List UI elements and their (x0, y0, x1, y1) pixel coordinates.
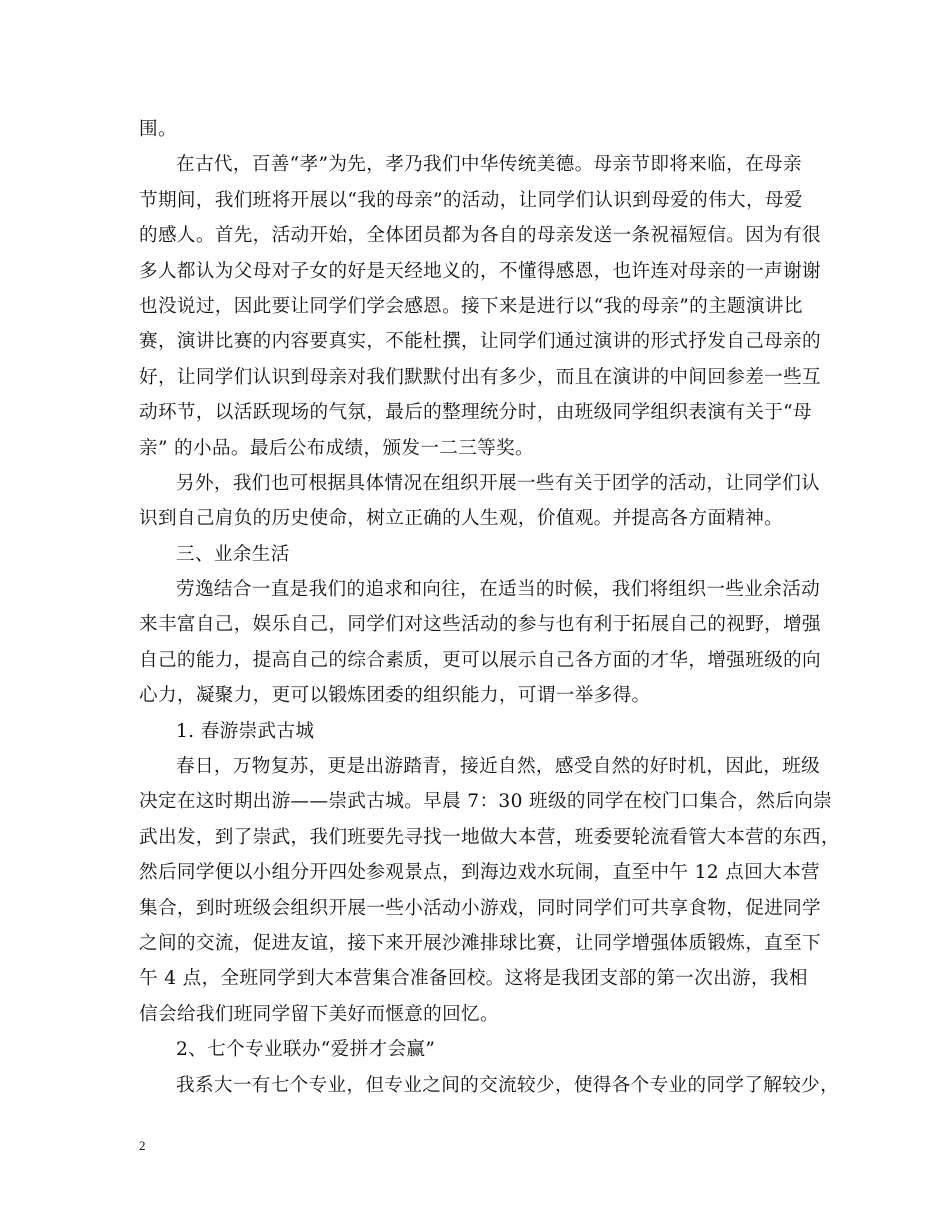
text-line: 赛，演讲比赛的内容要真实，不能杜撰，让同学们通过演讲的形式抒发自己母亲的 (139, 331, 821, 353)
text-line: 另外，我们也可根据具体情况在组织开展一些有关于团学的活动，让同学们认 (176, 472, 821, 494)
text-line: 好，让同学们认识到母亲对我们默默付出有多少，而且在演讲的中间回参差一些互 (139, 366, 821, 388)
text-line: 我系大一有七个专业，但专业之间的交流较少，使得各个专业的同学了解较少， (176, 1074, 840, 1096)
text-line: 亲” 的小品。最后公布成绩，颁发一二三等奖。 (139, 437, 534, 459)
text-line: 武出发，到了崇武，我们班要先寻找一地做大本营，班委要轮流看管大本营的东西， (139, 826, 840, 848)
text-line: 集合，到时班级会组织开展一些小活动小游戏，同时同学们可共享食物，促进同学 (139, 897, 821, 919)
text-line: 自己的能力，提高自己的综合素质，更可以展示自己各方面的才华，增强班级的向 (139, 649, 821, 671)
text-line: 在古代，百善“孝”为先，孝乃我们中华传统美德。母亲节即将来临，在母亲 (176, 154, 802, 176)
text-line: 动环节，以活跃现场的气氛，最后的整理统分时，由班级同学组织表演有关于“母 (139, 402, 812, 424)
text-line: 三、业余生活 (176, 543, 290, 565)
text-line: 2、七个专业联办“爱拼才会赢” (176, 1039, 436, 1061)
text-line: 决定在这时期出游——崇武古城。早晨 7：30 班级的同学在校门口集合，然后向崇 (139, 791, 833, 813)
text-line: 春日，万物复苏，更是出游踏青，接近自然，感受自然的好时机，因此，班级 (176, 756, 821, 778)
text-line: 来丰富自己，娱乐自己，同学们对这些活动的参与也有利于拓展自己的视野，增强 (139, 614, 821, 636)
text-line: 1. 春游崇武古城 (176, 720, 315, 742)
text-line: 围。 (139, 119, 177, 140)
text-line: 劳逸结合一直是我们的追求和向往，在适当的时候，我们将组织一些业余活动 (176, 579, 821, 601)
document-body (139, 112, 840, 1103)
text-line: 之间的交流，促进友谊，接下来开展沙滩排球比赛，让同学增强体质锻炼，直至下 (139, 932, 821, 954)
text-line: 午 4 点，全班同学到大本营集合准备回校。这将是我团支部的第一次出游，我相 (139, 968, 808, 990)
text-line: 然后同学便以小组分开四处参观景点，到海边戏水玩闹，直至中午 12 点回大本营 (139, 862, 820, 884)
text-line: 节期间，我们班将开展以“我的母亲”的活动，让同学们认识到母爱的伟大，母爱 (139, 189, 803, 211)
page-number: 2 (139, 1138, 146, 1153)
text-line: 信会给我们班同学留下美好而惬意的回忆。 (139, 1003, 499, 1025)
text-line: 识到自己肩负的历史使命，树立正确的人生观，价值观。并提高各方面精神。 (139, 508, 784, 530)
text-line: 也没说过，因此要让同学们学会感恩。接下来是进行以“我的母亲”的主题演讲比 (139, 295, 803, 317)
text-line: 心力，凝聚力，更可以锻炼团委的组织能力，可谓一举多得。 (139, 685, 651, 707)
text-line: 的感人。首先，活动开始，全体团员都为各自的母亲发送一条祝福短信。因为有很 (139, 225, 821, 247)
text-line: 多人都认为父母对子女的好是天经地义的，不懂得感恩，也许连对母亲的一声谢谢 (139, 260, 821, 282)
